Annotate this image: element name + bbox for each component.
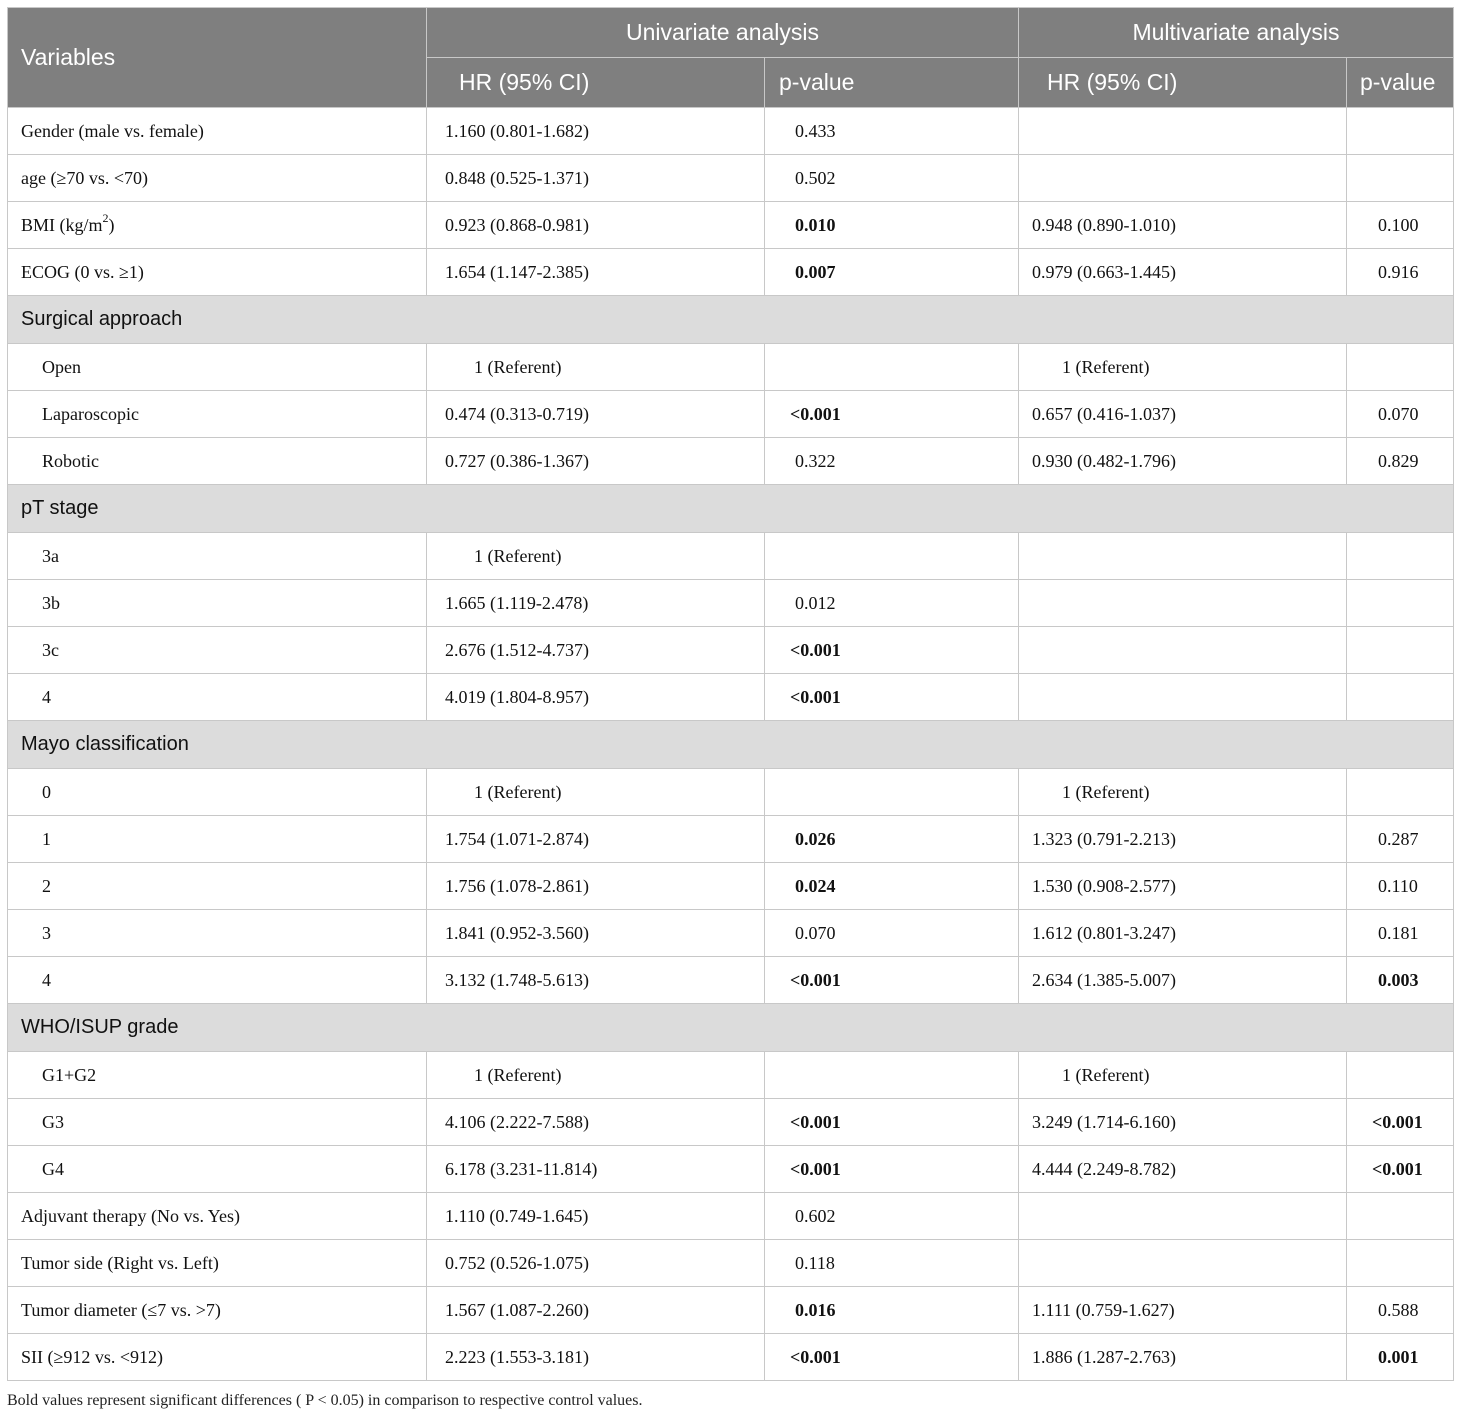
section-label: Mayo classification (8, 721, 1454, 769)
table-row (8, 580, 1454, 627)
multivariate-hr: 1 (Referent) (1019, 344, 1347, 391)
multivariate-hr (1019, 155, 1347, 202)
variable-label: 0 (8, 769, 427, 816)
multivariate-hr (1019, 108, 1347, 155)
univariate-p (765, 769, 1019, 816)
variable-label-suffix: ) (108, 214, 115, 235)
multivariate-p: 0.287 (1347, 816, 1454, 863)
multivariate-p (1347, 580, 1454, 627)
table-row (8, 155, 1454, 202)
header-univariate-hr: HR (95% CI) (427, 58, 765, 108)
univariate-hr: 1 (Referent) (427, 344, 765, 391)
univariate-p: 0.602 (765, 1193, 1019, 1240)
variable-label: ECOG (0 vs. ≥1) (8, 249, 427, 296)
variable-label: 3a (8, 533, 427, 580)
table-row (8, 344, 1454, 391)
table-row (8, 957, 1454, 1004)
multivariate-p: 0.070 (1347, 391, 1454, 438)
multivariate-p: 0.110 (1347, 863, 1454, 910)
univariate-hr: 1.665 (1.119-2.478) (427, 580, 765, 627)
variable-label: 3c (8, 627, 427, 674)
univariate-hr: 0.727 (0.386-1.367) (427, 438, 765, 485)
multivariate-p: 0.829 (1347, 438, 1454, 485)
multivariate-p (1347, 674, 1454, 721)
table-row (8, 1193, 1454, 1240)
cox-regression-table (7, 7, 1454, 1381)
table-row (8, 1099, 1454, 1146)
univariate-hr: 3.132 (1.748-5.613) (427, 957, 765, 1004)
section-row (8, 485, 1454, 533)
variable-label: age (≥70 vs. <70) (8, 155, 427, 202)
header-variables: Variables (8, 8, 427, 108)
multivariate-p: 0.003 (1347, 957, 1454, 1004)
univariate-hr: 0.848 (0.525-1.371) (427, 155, 765, 202)
univariate-hr: 2.676 (1.512-4.737) (427, 627, 765, 674)
multivariate-hr: 3.249 (1.714-6.160) (1019, 1099, 1347, 1146)
variable-label: 2 (8, 863, 427, 910)
univariate-hr: 1.756 (1.078-2.861) (427, 863, 765, 910)
univariate-p (765, 1052, 1019, 1099)
univariate-p: 0.502 (765, 155, 1019, 202)
variable-label-text: BMI (kg/m (21, 214, 103, 235)
univariate-p (765, 344, 1019, 391)
univariate-hr: 1 (Referent) (427, 769, 765, 816)
univariate-hr: 0.752 (0.526-1.075) (427, 1240, 765, 1287)
variable-label: 4 (8, 674, 427, 721)
variable-label: Laparoscopic (8, 391, 427, 438)
univariate-p: <0.001 (765, 674, 1019, 721)
multivariate-hr (1019, 627, 1347, 674)
variable-label: 4 (8, 957, 427, 1004)
variable-label: 3 (8, 910, 427, 957)
section-row (8, 296, 1454, 344)
univariate-p: 0.070 (765, 910, 1019, 957)
multivariate-p: 0.916 (1347, 249, 1454, 296)
variable-label: Adjuvant therapy (No vs. Yes) (8, 1193, 427, 1240)
multivariate-hr: 0.979 (0.663-1.445) (1019, 249, 1347, 296)
multivariate-hr (1019, 580, 1347, 627)
section-label: WHO/ISUP grade (8, 1004, 1454, 1052)
multivariate-p: 0.001 (1347, 1334, 1454, 1381)
multivariate-p: 0.181 (1347, 910, 1454, 957)
table-row (8, 910, 1454, 957)
univariate-hr: 1.567 (1.087-2.260) (427, 1287, 765, 1334)
univariate-p: 0.010 (765, 202, 1019, 249)
section-row (8, 1004, 1454, 1052)
table-row (8, 863, 1454, 910)
header-multivariate: Multivariate analysis (1019, 8, 1454, 58)
multivariate-hr: 0.948 (0.890-1.010) (1019, 202, 1347, 249)
multivariate-p (1347, 344, 1454, 391)
multivariate-p: <0.001 (1347, 1099, 1454, 1146)
univariate-p: <0.001 (765, 391, 1019, 438)
section-label: Surgical approach (8, 296, 1454, 344)
variable-label (8, 202, 427, 249)
multivariate-p (1347, 627, 1454, 674)
table-row (8, 108, 1454, 155)
univariate-hr: 1.110 (0.749-1.645) (427, 1193, 765, 1240)
multivariate-hr: 1 (Referent) (1019, 769, 1347, 816)
variable-label-superscript: 2 (102, 210, 109, 225)
univariate-hr: 4.106 (2.222-7.588) (427, 1099, 765, 1146)
table-row (8, 1052, 1454, 1099)
header-univariate: Univariate analysis (427, 8, 1019, 58)
multivariate-hr: 1.323 (0.791-2.213) (1019, 816, 1347, 863)
univariate-hr: 6.178 (3.231-11.814) (427, 1146, 765, 1193)
univariate-hr: 1 (Referent) (427, 1052, 765, 1099)
table-row (8, 391, 1454, 438)
multivariate-p (1347, 1240, 1454, 1287)
univariate-p: 0.016 (765, 1287, 1019, 1334)
table-row (8, 202, 1454, 249)
multivariate-p: 0.588 (1347, 1287, 1454, 1334)
univariate-hr: 0.474 (0.313-0.719) (427, 391, 765, 438)
variable-label: SII (≥912 vs. <912) (8, 1334, 427, 1381)
multivariate-hr: 1.886 (1.287-2.763) (1019, 1334, 1347, 1381)
header-multivariate-hr: HR (95% CI) (1019, 58, 1347, 108)
table-row (8, 249, 1454, 296)
table-footnote: Bold values represent significant differences ( P < 0.05) in comparison to respective control values. (7, 1392, 643, 1409)
table-row (8, 533, 1454, 580)
section-label: pT stage (8, 485, 1454, 533)
table-row (8, 1146, 1454, 1193)
multivariate-p (1347, 108, 1454, 155)
univariate-p: <0.001 (765, 627, 1019, 674)
multivariate-hr: 1.530 (0.908-2.577) (1019, 863, 1347, 910)
univariate-hr: 2.223 (1.553-3.181) (427, 1334, 765, 1381)
section-row (8, 721, 1454, 769)
multivariate-hr: 1.612 (0.801-3.247) (1019, 910, 1347, 957)
table-body (8, 108, 1454, 1381)
header-univariate-p: p-value (765, 58, 1019, 108)
multivariate-p: <0.001 (1347, 1146, 1454, 1193)
table-row (8, 627, 1454, 674)
variable-label: Gender (male vs. female) (8, 108, 427, 155)
multivariate-p (1347, 533, 1454, 580)
univariate-hr: 1.654 (1.147-2.385) (427, 249, 765, 296)
table-header (8, 8, 1454, 108)
univariate-p: 0.007 (765, 249, 1019, 296)
table-row (8, 1287, 1454, 1334)
variable-label: Tumor side (Right vs. Left) (8, 1240, 427, 1287)
univariate-p (765, 533, 1019, 580)
multivariate-hr: 1.111 (0.759-1.627) (1019, 1287, 1347, 1334)
multivariate-hr (1019, 674, 1347, 721)
multivariate-hr: 0.657 (0.416-1.037) (1019, 391, 1347, 438)
table-row (8, 769, 1454, 816)
multivariate-hr: 2.634 (1.385-5.007) (1019, 957, 1347, 1004)
multivariate-p (1347, 155, 1454, 202)
univariate-hr: 1 (Referent) (427, 533, 765, 580)
variable-label: 1 (8, 816, 427, 863)
multivariate-p (1347, 769, 1454, 816)
multivariate-p (1347, 1193, 1454, 1240)
variable-label: G3 (8, 1099, 427, 1146)
table-row (8, 438, 1454, 485)
multivariate-hr: 4.444 (2.249-8.782) (1019, 1146, 1347, 1193)
univariate-p: <0.001 (765, 1334, 1019, 1381)
table-row (8, 816, 1454, 863)
univariate-p: 0.322 (765, 438, 1019, 485)
multivariate-hr (1019, 533, 1347, 580)
univariate-p: 0.433 (765, 108, 1019, 155)
table-row (8, 674, 1454, 721)
variable-label: Robotic (8, 438, 427, 485)
multivariate-p: 0.100 (1347, 202, 1454, 249)
table-row (8, 1240, 1454, 1287)
univariate-hr: 1.841 (0.952-3.560) (427, 910, 765, 957)
univariate-p: 0.024 (765, 863, 1019, 910)
univariate-p: <0.001 (765, 1099, 1019, 1146)
univariate-hr: 4.019 (1.804-8.957) (427, 674, 765, 721)
variable-label: G1+G2 (8, 1052, 427, 1099)
univariate-p: <0.001 (765, 957, 1019, 1004)
multivariate-hr: 0.930 (0.482-1.796) (1019, 438, 1347, 485)
multivariate-hr: 1 (Referent) (1019, 1052, 1347, 1099)
univariate-p: 0.026 (765, 816, 1019, 863)
variable-label: G4 (8, 1146, 427, 1193)
header-multivariate-p: p-value (1347, 58, 1454, 108)
variable-label: 3b (8, 580, 427, 627)
univariate-p: 0.118 (765, 1240, 1019, 1287)
variable-label: Open (8, 344, 427, 391)
univariate-p: 0.012 (765, 580, 1019, 627)
multivariate-hr (1019, 1240, 1347, 1287)
univariate-hr: 1.754 (1.071-2.874) (427, 816, 765, 863)
univariate-p: <0.001 (765, 1146, 1019, 1193)
multivariate-hr (1019, 1193, 1347, 1240)
univariate-hr: 0.923 (0.868-0.981) (427, 202, 765, 249)
multivariate-p (1347, 1052, 1454, 1099)
univariate-hr: 1.160 (0.801-1.682) (427, 108, 765, 155)
variable-label: Tumor diameter (≤7 vs. >7) (8, 1287, 427, 1334)
table-row (8, 1334, 1454, 1381)
